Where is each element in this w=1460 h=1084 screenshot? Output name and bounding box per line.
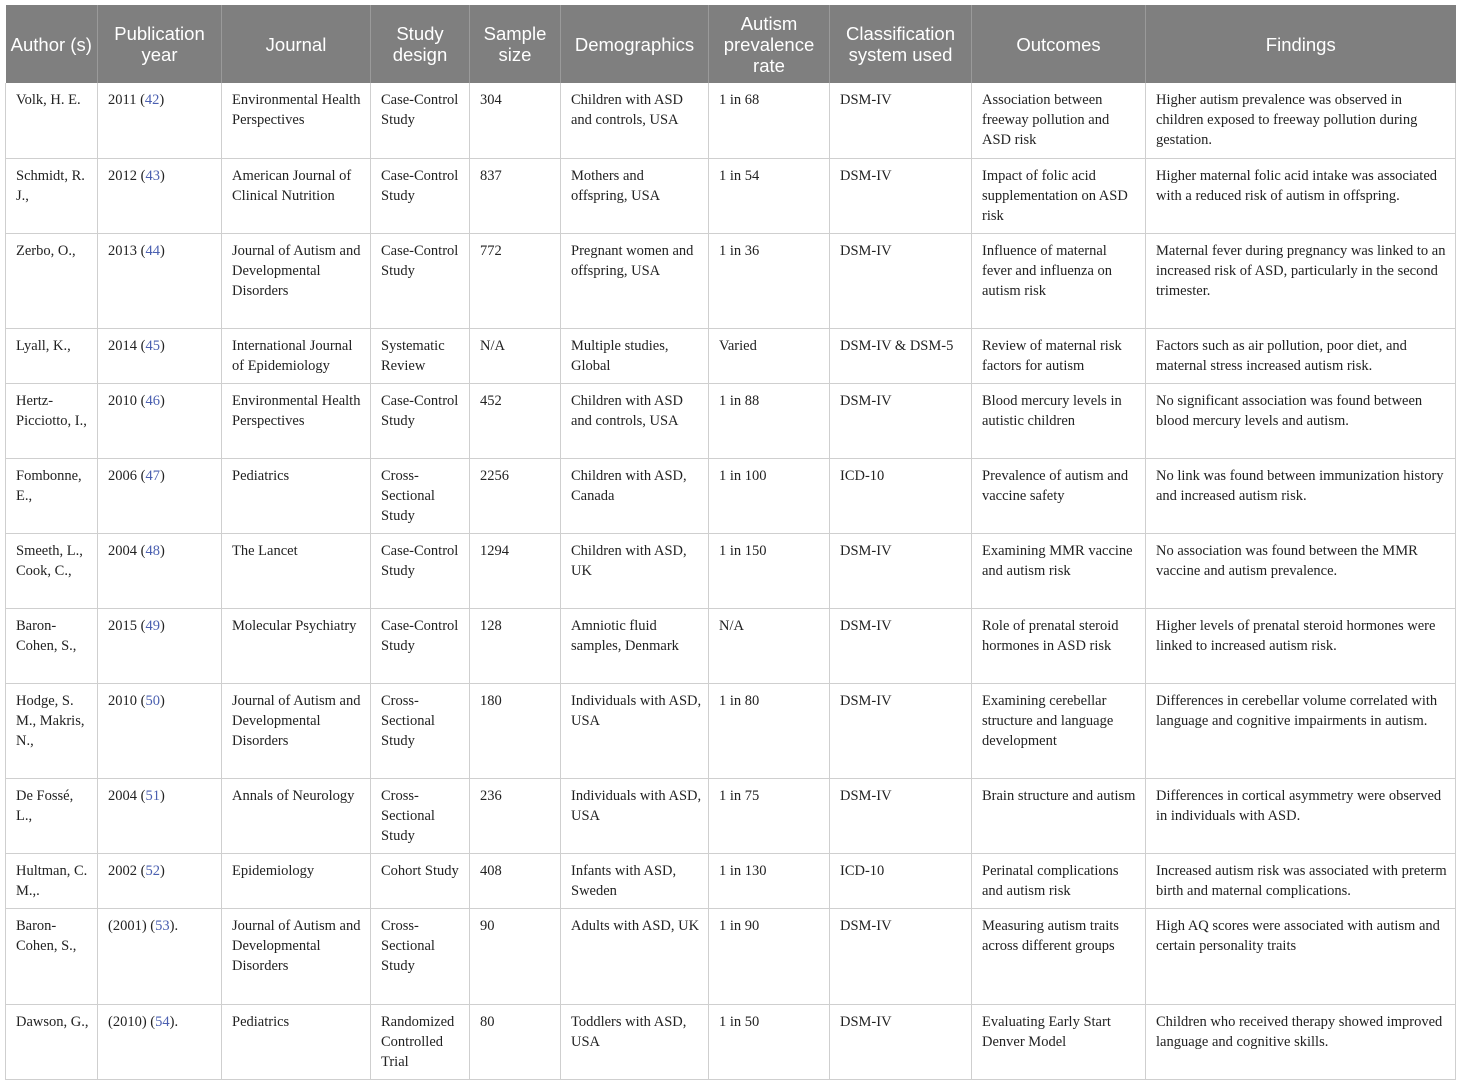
findings-cell: No link was found between immunization history and increased autism risk. bbox=[1146, 458, 1456, 533]
journal-cell: Environmental Health Perspectives bbox=[222, 83, 371, 158]
year-cell bbox=[98, 778, 222, 853]
classification-cell: DSM-IV bbox=[830, 533, 972, 608]
design-cell: Randomized Controlled Trial bbox=[371, 1004, 470, 1079]
classification-cell: ICD-10 bbox=[830, 853, 972, 908]
findings-cell: Higher autism prevalence was observed in children exposed to freeway pollution during gestation. bbox=[1146, 83, 1456, 158]
year-text: 2004 ( bbox=[108, 787, 146, 804]
findings-cell: Differences in cortical asymmetry were observed in individuals with ASD. bbox=[1146, 778, 1456, 853]
year-suffix: ) bbox=[159, 242, 165, 259]
sample-cell: 1294 bbox=[470, 533, 561, 608]
reference-link[interactable]: 47 bbox=[145, 467, 160, 484]
year-cell bbox=[98, 383, 222, 458]
classification-cell: DSM-IV bbox=[830, 158, 972, 233]
year-text: 2010 ( bbox=[108, 692, 146, 709]
findings-cell: Differences in cerebellar volume correlated with language and cognitive impairments in autism. bbox=[1146, 683, 1456, 778]
table-row bbox=[6, 778, 1456, 853]
findings-cell: Higher levels of prenatal steroid hormones were linked to increased autism risk. bbox=[1146, 608, 1456, 683]
reference-link[interactable]: 46 bbox=[145, 392, 160, 409]
outcomes-cell: Examining MMR vaccine and autism risk bbox=[972, 533, 1146, 608]
table-row bbox=[6, 908, 1456, 1004]
prevalence-cell: 1 in 50 bbox=[709, 1004, 830, 1079]
header-cell: Autism prevalence rate bbox=[709, 5, 830, 83]
prevalence-cell: 1 in 150 bbox=[709, 533, 830, 608]
journal-cell: Journal of Autism and Developmental Disorders bbox=[222, 233, 371, 328]
demographics-cell: Children with ASD and controls, USA bbox=[561, 83, 709, 158]
year-text: 2004 ( bbox=[108, 542, 146, 559]
sample-cell: 128 bbox=[470, 608, 561, 683]
year-cell bbox=[98, 853, 222, 908]
year-cell bbox=[98, 608, 222, 683]
header-cell: Author (s) bbox=[6, 5, 98, 83]
author-cell: Fombonne, E., bbox=[6, 458, 98, 533]
sample-cell: 452 bbox=[470, 383, 561, 458]
table-row bbox=[6, 328, 1456, 383]
table-row bbox=[6, 1004, 1456, 1079]
year-suffix: ) bbox=[159, 337, 165, 354]
year-cell bbox=[98, 908, 222, 1004]
sample-cell: 180 bbox=[470, 683, 561, 778]
sample-cell: 304 bbox=[470, 83, 561, 158]
demographics-cell: Individuals with ASD, USA bbox=[561, 778, 709, 853]
reference-link[interactable]: 49 bbox=[145, 617, 160, 634]
year-suffix: ) bbox=[159, 692, 165, 709]
design-cell: Cross-Sectional Study bbox=[371, 778, 470, 853]
design-cell: Case-Control Study bbox=[371, 83, 470, 158]
design-cell: Case-Control Study bbox=[371, 383, 470, 458]
classification-cell: DSM-IV bbox=[830, 683, 972, 778]
prevalence-cell: 1 in 88 bbox=[709, 383, 830, 458]
sample-cell: 837 bbox=[470, 158, 561, 233]
year-text: 2012 ( bbox=[108, 167, 146, 184]
table-row bbox=[6, 383, 1456, 458]
design-cell: Case-Control Study bbox=[371, 158, 470, 233]
author-cell: Schmidt, R. J., bbox=[6, 158, 98, 233]
table-row bbox=[6, 458, 1456, 533]
year-suffix: ) bbox=[159, 862, 165, 879]
author-cell: Lyall, K., bbox=[6, 328, 98, 383]
prevalence-cell: 1 in 130 bbox=[709, 853, 830, 908]
demographics-cell: Toddlers with ASD, USA bbox=[561, 1004, 709, 1079]
year-suffix: ) bbox=[159, 787, 165, 804]
demographics-cell: Pregnant women and offspring, USA bbox=[561, 233, 709, 328]
outcomes-cell: Association between freeway pollution and ASD risk bbox=[972, 83, 1146, 158]
year-suffix: ) bbox=[159, 542, 165, 559]
outcomes-cell: Influence of maternal fever and influenza on autism risk bbox=[972, 233, 1146, 328]
demographics-cell: Children with ASD, UK bbox=[561, 533, 709, 608]
demographics-cell: Mothers and offspring, USA bbox=[561, 158, 709, 233]
year-cell bbox=[98, 1004, 222, 1079]
year-suffix: ) bbox=[159, 392, 165, 409]
reference-link[interactable]: 43 bbox=[145, 167, 160, 184]
demographics-cell: Adults with ASD, UK bbox=[561, 908, 709, 1004]
reference-link[interactable]: 48 bbox=[145, 542, 160, 559]
outcomes-cell: Examining cerebellar structure and language development bbox=[972, 683, 1146, 778]
findings-cell: Factors such as air pollution, poor diet, and maternal stress increased autism risk. bbox=[1146, 328, 1456, 383]
journal-cell: International Journal of Epidemiology bbox=[222, 328, 371, 383]
year-text: 2013 ( bbox=[108, 242, 146, 259]
design-cell: Cohort Study bbox=[371, 853, 470, 908]
year-suffix: ). bbox=[169, 1013, 179, 1030]
year-cell bbox=[98, 83, 222, 158]
prevalence-cell: 1 in 100 bbox=[709, 458, 830, 533]
year-cell bbox=[98, 158, 222, 233]
header-cell: Demographics bbox=[561, 5, 709, 83]
year-suffix: ) bbox=[159, 92, 165, 108]
classification-cell: DSM-IV bbox=[830, 383, 972, 458]
year-text: 2015 ( bbox=[108, 617, 146, 634]
findings-cell: Higher maternal folic acid intake was associated with a reduced risk of autism in offspring. bbox=[1146, 158, 1456, 233]
journal-cell: Environmental Health Perspectives bbox=[222, 383, 371, 458]
outcomes-cell: Impact of folic acid supplementation on ASD risk bbox=[972, 158, 1146, 233]
year-text: 2014 ( bbox=[108, 337, 146, 354]
header-cell: Study design bbox=[371, 5, 470, 83]
table-row bbox=[6, 158, 1456, 233]
prevalence-cell: 1 in 68 bbox=[709, 83, 830, 158]
year-suffix: ) bbox=[159, 617, 165, 634]
author-cell: Baron-Cohen, S., bbox=[6, 608, 98, 683]
sample-cell: 80 bbox=[470, 1004, 561, 1079]
year-cell bbox=[98, 328, 222, 383]
demographics-cell: Children with ASD, Canada bbox=[561, 458, 709, 533]
header-cell: Outcomes bbox=[972, 5, 1146, 83]
design-cell: Cross-Sectional Study bbox=[371, 683, 470, 778]
classification-cell: DSM-IV bbox=[830, 608, 972, 683]
author-cell: De Fossé, L., bbox=[6, 778, 98, 853]
prevalence-cell: 1 in 90 bbox=[709, 908, 830, 1004]
outcomes-cell: Brain structure and autism bbox=[972, 778, 1146, 853]
table-row bbox=[6, 683, 1456, 778]
author-cell: Hodge, S. M., Makris, N., bbox=[6, 683, 98, 778]
classification-cell: DSM-IV bbox=[830, 1004, 972, 1079]
year-text: 2010 ( bbox=[108, 392, 146, 409]
outcomes-cell: Perinatal complications and autism risk bbox=[972, 853, 1146, 908]
journal-cell: Pediatrics bbox=[222, 1004, 371, 1079]
sample-cell: 90 bbox=[470, 908, 561, 1004]
author-cell: Hertz-Picciotto, I., bbox=[6, 383, 98, 458]
design-cell: Cross-Sectional Study bbox=[371, 908, 470, 1004]
classification-cell: DSM-IV bbox=[830, 778, 972, 853]
prevalence-cell: 1 in 54 bbox=[709, 158, 830, 233]
demographics-cell: Multiple studies, Global bbox=[561, 328, 709, 383]
journal-cell: Pediatrics bbox=[222, 458, 371, 533]
reference-link[interactable]: 53 bbox=[155, 917, 170, 934]
classification-cell: DSM-IV bbox=[830, 908, 972, 1004]
header-cell: Sample size bbox=[470, 5, 561, 83]
reference-link[interactable]: 52 bbox=[145, 862, 160, 879]
journal-cell: Journal of Autism and Developmental Disorders bbox=[222, 683, 371, 778]
author-cell: Hultman, C. M.,. bbox=[6, 853, 98, 908]
table-body bbox=[6, 83, 1456, 1079]
year-cell bbox=[98, 458, 222, 533]
year-text: (2010) ( bbox=[108, 1013, 156, 1030]
header-cell: Journal bbox=[222, 5, 371, 83]
author-cell: Volk, H. E. bbox=[6, 83, 98, 158]
sample-cell: 236 bbox=[470, 778, 561, 853]
prevalence-cell: 1 in 75 bbox=[709, 778, 830, 853]
demographics-cell: Amniotic fluid samples, Denmark bbox=[561, 608, 709, 683]
design-cell: Case-Control Study bbox=[371, 533, 470, 608]
reference-link[interactable]: 42 bbox=[144, 92, 160, 108]
sample-cell: 408 bbox=[470, 853, 561, 908]
classification-cell: DSM-IV bbox=[830, 83, 972, 158]
outcomes-cell: Blood mercury levels in autistic children bbox=[972, 383, 1146, 458]
table-row bbox=[6, 233, 1456, 328]
year-text: 2011 ( bbox=[108, 92, 145, 108]
year-text: (2001) ( bbox=[108, 917, 156, 934]
year-cell bbox=[98, 233, 222, 328]
demographics-cell: Children with ASD and controls, USA bbox=[561, 383, 709, 458]
findings-cell: No association was found between the MMR vaccine and autism prevalence. bbox=[1146, 533, 1456, 608]
author-cell: Baron-Cohen, S., bbox=[6, 908, 98, 1004]
reference-link[interactable]: 45 bbox=[145, 337, 160, 354]
table-row bbox=[6, 853, 1456, 908]
findings-cell: Increased autism risk was associated with preterm birth and maternal complications. bbox=[1146, 853, 1456, 908]
author-cell: Dawson, G., bbox=[6, 1004, 98, 1079]
classification-cell: ICD-10 bbox=[830, 458, 972, 533]
journal-cell: Annals of Neurology bbox=[222, 778, 371, 853]
journal-cell: The Lancet bbox=[222, 533, 371, 608]
reference-link[interactable]: 51 bbox=[145, 787, 160, 804]
year-text: 2006 ( bbox=[108, 467, 146, 484]
year-cell bbox=[98, 533, 222, 608]
year-suffix: ) bbox=[159, 467, 165, 484]
demographics-cell: Infants with ASD, Sweden bbox=[561, 853, 709, 908]
design-cell: Systematic Review bbox=[371, 328, 470, 383]
sample-cell: 772 bbox=[470, 233, 561, 328]
demographics-cell: Individuals with ASD, USA bbox=[561, 683, 709, 778]
outcomes-cell: Prevalence of autism and vaccine safety bbox=[972, 458, 1146, 533]
year-suffix: ). bbox=[169, 917, 179, 934]
prevalence-cell: 1 in 80 bbox=[709, 683, 830, 778]
journal-cell: Journal of Autism and Developmental Disorders bbox=[222, 908, 371, 1004]
year-cell bbox=[98, 683, 222, 778]
prevalence-cell: N/A bbox=[709, 608, 830, 683]
reference-link[interactable]: 44 bbox=[145, 242, 160, 259]
design-cell: Case-Control Study bbox=[371, 608, 470, 683]
design-cell: Case-Control Study bbox=[371, 233, 470, 328]
prevalence-cell: Varied bbox=[709, 328, 830, 383]
outcomes-cell: Review of maternal risk factors for autism bbox=[972, 328, 1146, 383]
header-cell: Findings bbox=[1146, 5, 1456, 83]
sample-cell: 2256 bbox=[470, 458, 561, 533]
table-row bbox=[6, 533, 1456, 608]
year-text: 2002 ( bbox=[108, 862, 146, 879]
header-row bbox=[6, 5, 1456, 83]
classification-cell: DSM-IV bbox=[830, 233, 972, 328]
findings-cell: Children who received therapy showed improved language and cognitive skills. bbox=[1146, 1004, 1456, 1079]
reference-link[interactable]: 54 bbox=[155, 1013, 170, 1030]
header-cell: Classification system used bbox=[830, 5, 972, 83]
design-cell: Cross-Sectional Study bbox=[371, 458, 470, 533]
findings-cell: High AQ scores were associated with autism and certain personality traits bbox=[1146, 908, 1456, 1004]
sample-cell: N/A bbox=[470, 328, 561, 383]
outcomes-cell: Measuring autism traits across different groups bbox=[972, 908, 1146, 1004]
findings-cell: Maternal fever during pregnancy was linked to an increased risk of ASD, particularly in the second trimester. bbox=[1146, 233, 1456, 328]
outcomes-cell: Role of prenatal steroid hormones in ASD risk bbox=[972, 608, 1146, 683]
classification-cell: DSM-IV & DSM-5 bbox=[830, 328, 972, 383]
reference-link[interactable]: 50 bbox=[145, 692, 160, 709]
table-row bbox=[6, 83, 1456, 158]
studies-table bbox=[5, 5, 1456, 1080]
journal-cell: Molecular Psychiatry bbox=[222, 608, 371, 683]
year-suffix: ) bbox=[159, 167, 165, 184]
table-row bbox=[6, 608, 1456, 683]
author-cell: Smeeth, L., Cook, C., bbox=[6, 533, 98, 608]
findings-cell: No significant association was found between blood mercury levels and autism. bbox=[1146, 383, 1456, 458]
journal-cell: American Journal of Clinical Nutrition bbox=[222, 158, 371, 233]
journal-cell: Epidemiology bbox=[222, 853, 371, 908]
author-cell: Zerbo, O., bbox=[6, 233, 98, 328]
outcomes-cell: Evaluating Early Start Denver Model bbox=[972, 1004, 1146, 1079]
prevalence-cell: 1 in 36 bbox=[709, 233, 830, 328]
header-cell: Publication year bbox=[98, 5, 222, 83]
